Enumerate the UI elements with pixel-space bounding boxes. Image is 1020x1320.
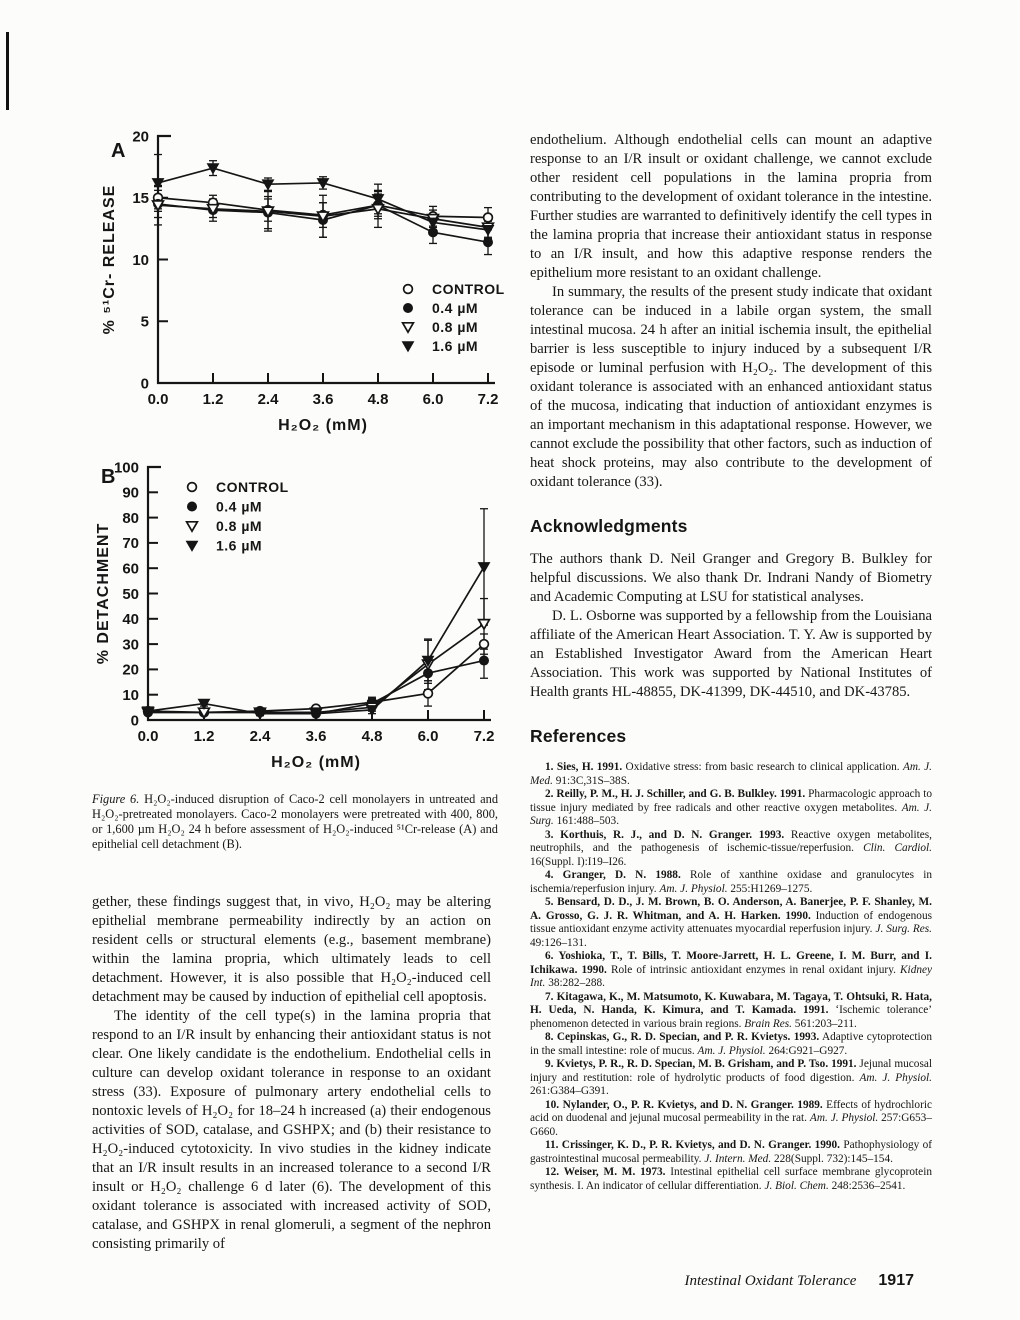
- svg-text:% DETACHMENT: % DETACHMENT: [95, 522, 112, 665]
- svg-text:100: 100: [113, 459, 139, 477]
- reference-item: 8. Cepinskas, G., R. D. Specian, and P. R. Kvietys. 1993. Adaptive cytoprotection in the small intestine: role of mucus. Am. J. Physiol. 264:G921–G927.: [530, 1031, 932, 1057]
- svg-text:10: 10: [122, 686, 139, 704]
- reference-item: 11. Crissinger, K. D., P. R. Kvietys, and D. N. Granger. 1990. Pathophysiology of gastrointestinal mucosal permeability. J. Intern. Med. 228(Suppl. 732):145–154.: [530, 1139, 932, 1165]
- reference-item: 2. Reilly, P. M., H. J. Schiller, and G. B. Bulkley. 1991. Pharmacologic approach to tissue injury mediated by free radicals and other reactive oxygen metabolites. Am. J. Surg. 161:488–503.: [530, 788, 933, 827]
- page-footer: [530, 1272, 932, 1290]
- right-column: [530, 131, 932, 1193]
- svg-text:6.0: 6.0: [422, 391, 444, 408]
- svg-text:70: 70: [122, 535, 139, 553]
- page-number: 1917: [878, 1272, 914, 1289]
- svg-text:40: 40: [122, 611, 139, 629]
- svg-text:0.8 µM: 0.8 µM: [432, 318, 479, 335]
- svg-text:6.0: 6.0: [417, 728, 439, 745]
- svg-text:1.6 µM: 1.6 µM: [216, 537, 263, 554]
- reference-item: 3. Korthuis, R. J., and D. N. Granger. 1993. Reactive oxygen metabolites, neutrophils, and the pathogenesis of ischemic-tissue/reperfusion. Clin. Cardiol. 16(Suppl. I):I19–I26.: [530, 828, 933, 868]
- paragraph: In summary, the results of the present study indicate that oxidant tolerance can be induced in a labile organ system, the small intestinal mucosa. 24 h after an initial ischemia insult, the epithelial barrier is less susceptible to injury induced by a subsequent I/R episode or luminal perfusion with H₂O₂. The development of this oxidant tolerance is associated with an enhanced antioxidant status of the mucosa, indicating that induction of antioxidant enzymes is an important mechanism in this adaptational response. However, we cannot exclude the possibility that other factors, such as induction of heat shock proteins, may also contribute to the development of oxidant tolerance (33).: [530, 284, 932, 490]
- scan-artifact: [6, 32, 9, 110]
- figure-caption: [92, 792, 498, 852]
- reference-item: 7. Kitagawa, K., M. Matsumoto, K. Kuwabara, M. Tagaya, T. Ohtsuki, R. Hata, H. Ueda, N. Handa, K. Kimura, and T. Kamada. 1991. ‘Ischemic tolerance’ phenomenon detected in various brain regions. Brain Res. 561:203–211.: [530, 990, 932, 1030]
- chart-b-detachment: [80, 443, 505, 783]
- svg-text:3.6: 3.6: [312, 391, 334, 408]
- svg-text:7.2: 7.2: [473, 728, 495, 745]
- svg-text:90: 90: [122, 484, 139, 502]
- svg-text:3.6: 3.6: [305, 728, 327, 745]
- svg-text:50: 50: [122, 585, 139, 603]
- svg-text:20: 20: [132, 128, 149, 146]
- svg-text:0.4 µM: 0.4 µM: [216, 498, 263, 515]
- svg-text:CONTROL: CONTROL: [216, 478, 289, 495]
- svg-text:0: 0: [140, 375, 149, 393]
- svg-text:0.0: 0.0: [137, 728, 159, 745]
- paragraph: gether, these findings suggest that, in vivo, H₂O₂ may be altering epithelial membrane permeability indirectly by an action on resident cells or structural elements (e.g., basement membrane) within the lamina propria, which ultimately leads to cell detachment. However, it is also possible that H₂O₂-induced cell detachment may be caused by induction of epithelial cell apoptosis.: [92, 894, 491, 1005]
- svg-text:7.2: 7.2: [477, 391, 499, 408]
- paragraph: The identity of the cell type(s) in the lamina propria that respond to an I/R insult by enhancing their antioxidant status is not clear. One likely candidate is the endothelium. Endothelial cells in culture can develop oxidant tolerance in response to an oxidant stress (33). Exposure of pulmonary artery endothelial cells to nontoxic levels of H₂O₂ for 18–24 h increased (a) their endogenous activities of SOD, catalase, and GSHPX; and (b) their resistance to H₂O₂-induced cytotoxicity. In vivo studies in the kidney indicate that an I/R insult results in an increased tolerance to a second I/R insult or H₂O₂ challenge 6 d later (6). The development of this oxidant tolerance is associated with increased activity of SOD, catalase, and GSHPX in renal glomeruli, a segment of the nephron consisting primarily of: [92, 1008, 491, 1252]
- reference-item: 6. Yoshioka, T., T. Bills, T. Moore-Jarrett, H. L. Greene, I. M. Burr, and I. Ichikawa. 1990. Role of intrinsic antioxidant enzymes in renal oxidant injury. Kidney Int. 38:282–288.: [530, 950, 933, 989]
- paragraph: The authors thank D. Neil Granger and Gregory B. Bulkley for helpful discussions. We also thank Dr. Indrani Nandy of Biometry and Academic Computing at LSU for statistical analyses.: [530, 551, 932, 605]
- svg-text:1.2: 1.2: [202, 391, 224, 408]
- svg-text:0.4 µM: 0.4 µM: [432, 299, 479, 316]
- svg-text:2.4: 2.4: [257, 391, 279, 408]
- reference-item: 12. Weiser, M. M. 1973. Intestinal epithelial cell surface membrane glycoprotein synthesis. I. An indicator of cellular differentiation. J. Biol. Chem. 248:2536–2541.: [530, 1166, 932, 1192]
- svg-text:% ⁵¹Cr- RELEASE: % ⁵¹Cr- RELEASE: [101, 184, 118, 335]
- svg-text:0: 0: [130, 712, 139, 730]
- left-column: [92, 893, 491, 1254]
- svg-text:2.4: 2.4: [249, 728, 271, 745]
- svg-text:H₂O₂ (mM): H₂O₂ (mM): [271, 754, 361, 771]
- references-heading: References: [530, 726, 627, 746]
- svg-text:30: 30: [122, 636, 139, 654]
- paragraph: D. L. Osborne was supported by a fellowship from the Louisiana affiliate of the American Heart Association. T. Y. Aw is supported by an Established Investigator Award from the American Heart Association. This work was supported by National Institutes of Health grants HL-48855, DK-41399, DK-44510, and DK-43785.: [530, 608, 932, 700]
- acknowledgments-heading: Acknowledgments: [530, 516, 688, 536]
- svg-text:H₂O₂ (mM): H₂O₂ (mM): [278, 417, 368, 434]
- svg-text:15: 15: [132, 190, 149, 207]
- svg-text:20: 20: [122, 661, 139, 679]
- references-list: [530, 761, 932, 1193]
- running-title: Intestinal Oxidant Tolerance: [684, 1273, 857, 1289]
- svg-text:1.2: 1.2: [193, 728, 215, 745]
- reference-item: 5. Bensard, D. D., J. M. Brown, B. O. Anderson, A. Banerjee, P. F. Shanley, M. A. Grosso, G. J. R. Whitman, and A. H. Harken. 1990. Induction of endogenous tissue antioxidant enzyme activity attenuates myocardial reperfusion injury. J. Surg. Res. 49:126–131.: [530, 896, 932, 949]
- svg-text:80: 80: [122, 509, 139, 527]
- svg-text:1.6 µM: 1.6 µM: [432, 337, 479, 354]
- svg-text:60: 60: [122, 560, 139, 578]
- figure-caption-label: Figure 6.: [92, 792, 140, 806]
- paragraph: endothelium. Although endothelial cells can mount an adaptive response to an I/R insult or oxidant challenge, we cannot exclude other resident cell populations in the lamina propria from contributing to the development of oxidant tolerance in the intestine. Further studies are warranted to definitively identify the cell types in the lamina propria that increase their antioxidant status in response to an I/R insult, and how this adaptive response renders the epithelium more resistant to an oxidant challenge.: [530, 132, 932, 281]
- chart-a-cr-release: [80, 115, 505, 440]
- svg-text:CONTROL: CONTROL: [432, 280, 505, 297]
- svg-text:4.8: 4.8: [367, 391, 389, 408]
- svg-text:B: B: [101, 466, 116, 488]
- reference-item: 9. Kvietys, P. R., R. D. Specian, M. B. Grisham, and P. Tso. 1991. Jejunal mucosal injury and restitution: role of hydrolytic products of food digestion. Am. J. Physiol. 261:G384–G391.: [530, 1058, 932, 1097]
- svg-text:0.8 µM: 0.8 µM: [216, 517, 263, 534]
- svg-text:A: A: [111, 140, 126, 162]
- reference-item: 1. Sies, H. 1991. Oxidative stress: from basic research to clinical application. Am. J. Med. 91:3C,31S–38S.: [530, 761, 933, 787]
- figure-caption-text: H₂O₂-induced disruption of Caco-2 cell monolayers in untreated and H₂O₂-pretreated monolayers. Caco-2 monolayers were pretreated with 400, 800, or 1,600 µm H₂O₂ 24 h before assessment of H₂O₂-induced ⁵¹Cr-release (A) and epithelial cell detachment (B).: [92, 792, 499, 851]
- reference-item: 10. Nylander, O., P. R. Kvietys, and D. N. Granger. 1989. Effects of hydrochloric acid on duodenal and jejunal mucosal permeability in the rat. Am. J. Physiol. 257:G653–G660.: [530, 1098, 932, 1138]
- svg-text:10: 10: [132, 251, 149, 269]
- svg-text:4.8: 4.8: [361, 728, 383, 745]
- reference-item: 4. Granger, D. N. 1988. Role of xanthine oxidase and granulocytes in ischemia/reperfusion injury. Am. J. Physiol. 255:H1269–1275.: [530, 869, 932, 895]
- svg-text:5: 5: [140, 313, 149, 331]
- svg-text:0.0: 0.0: [147, 391, 169, 408]
